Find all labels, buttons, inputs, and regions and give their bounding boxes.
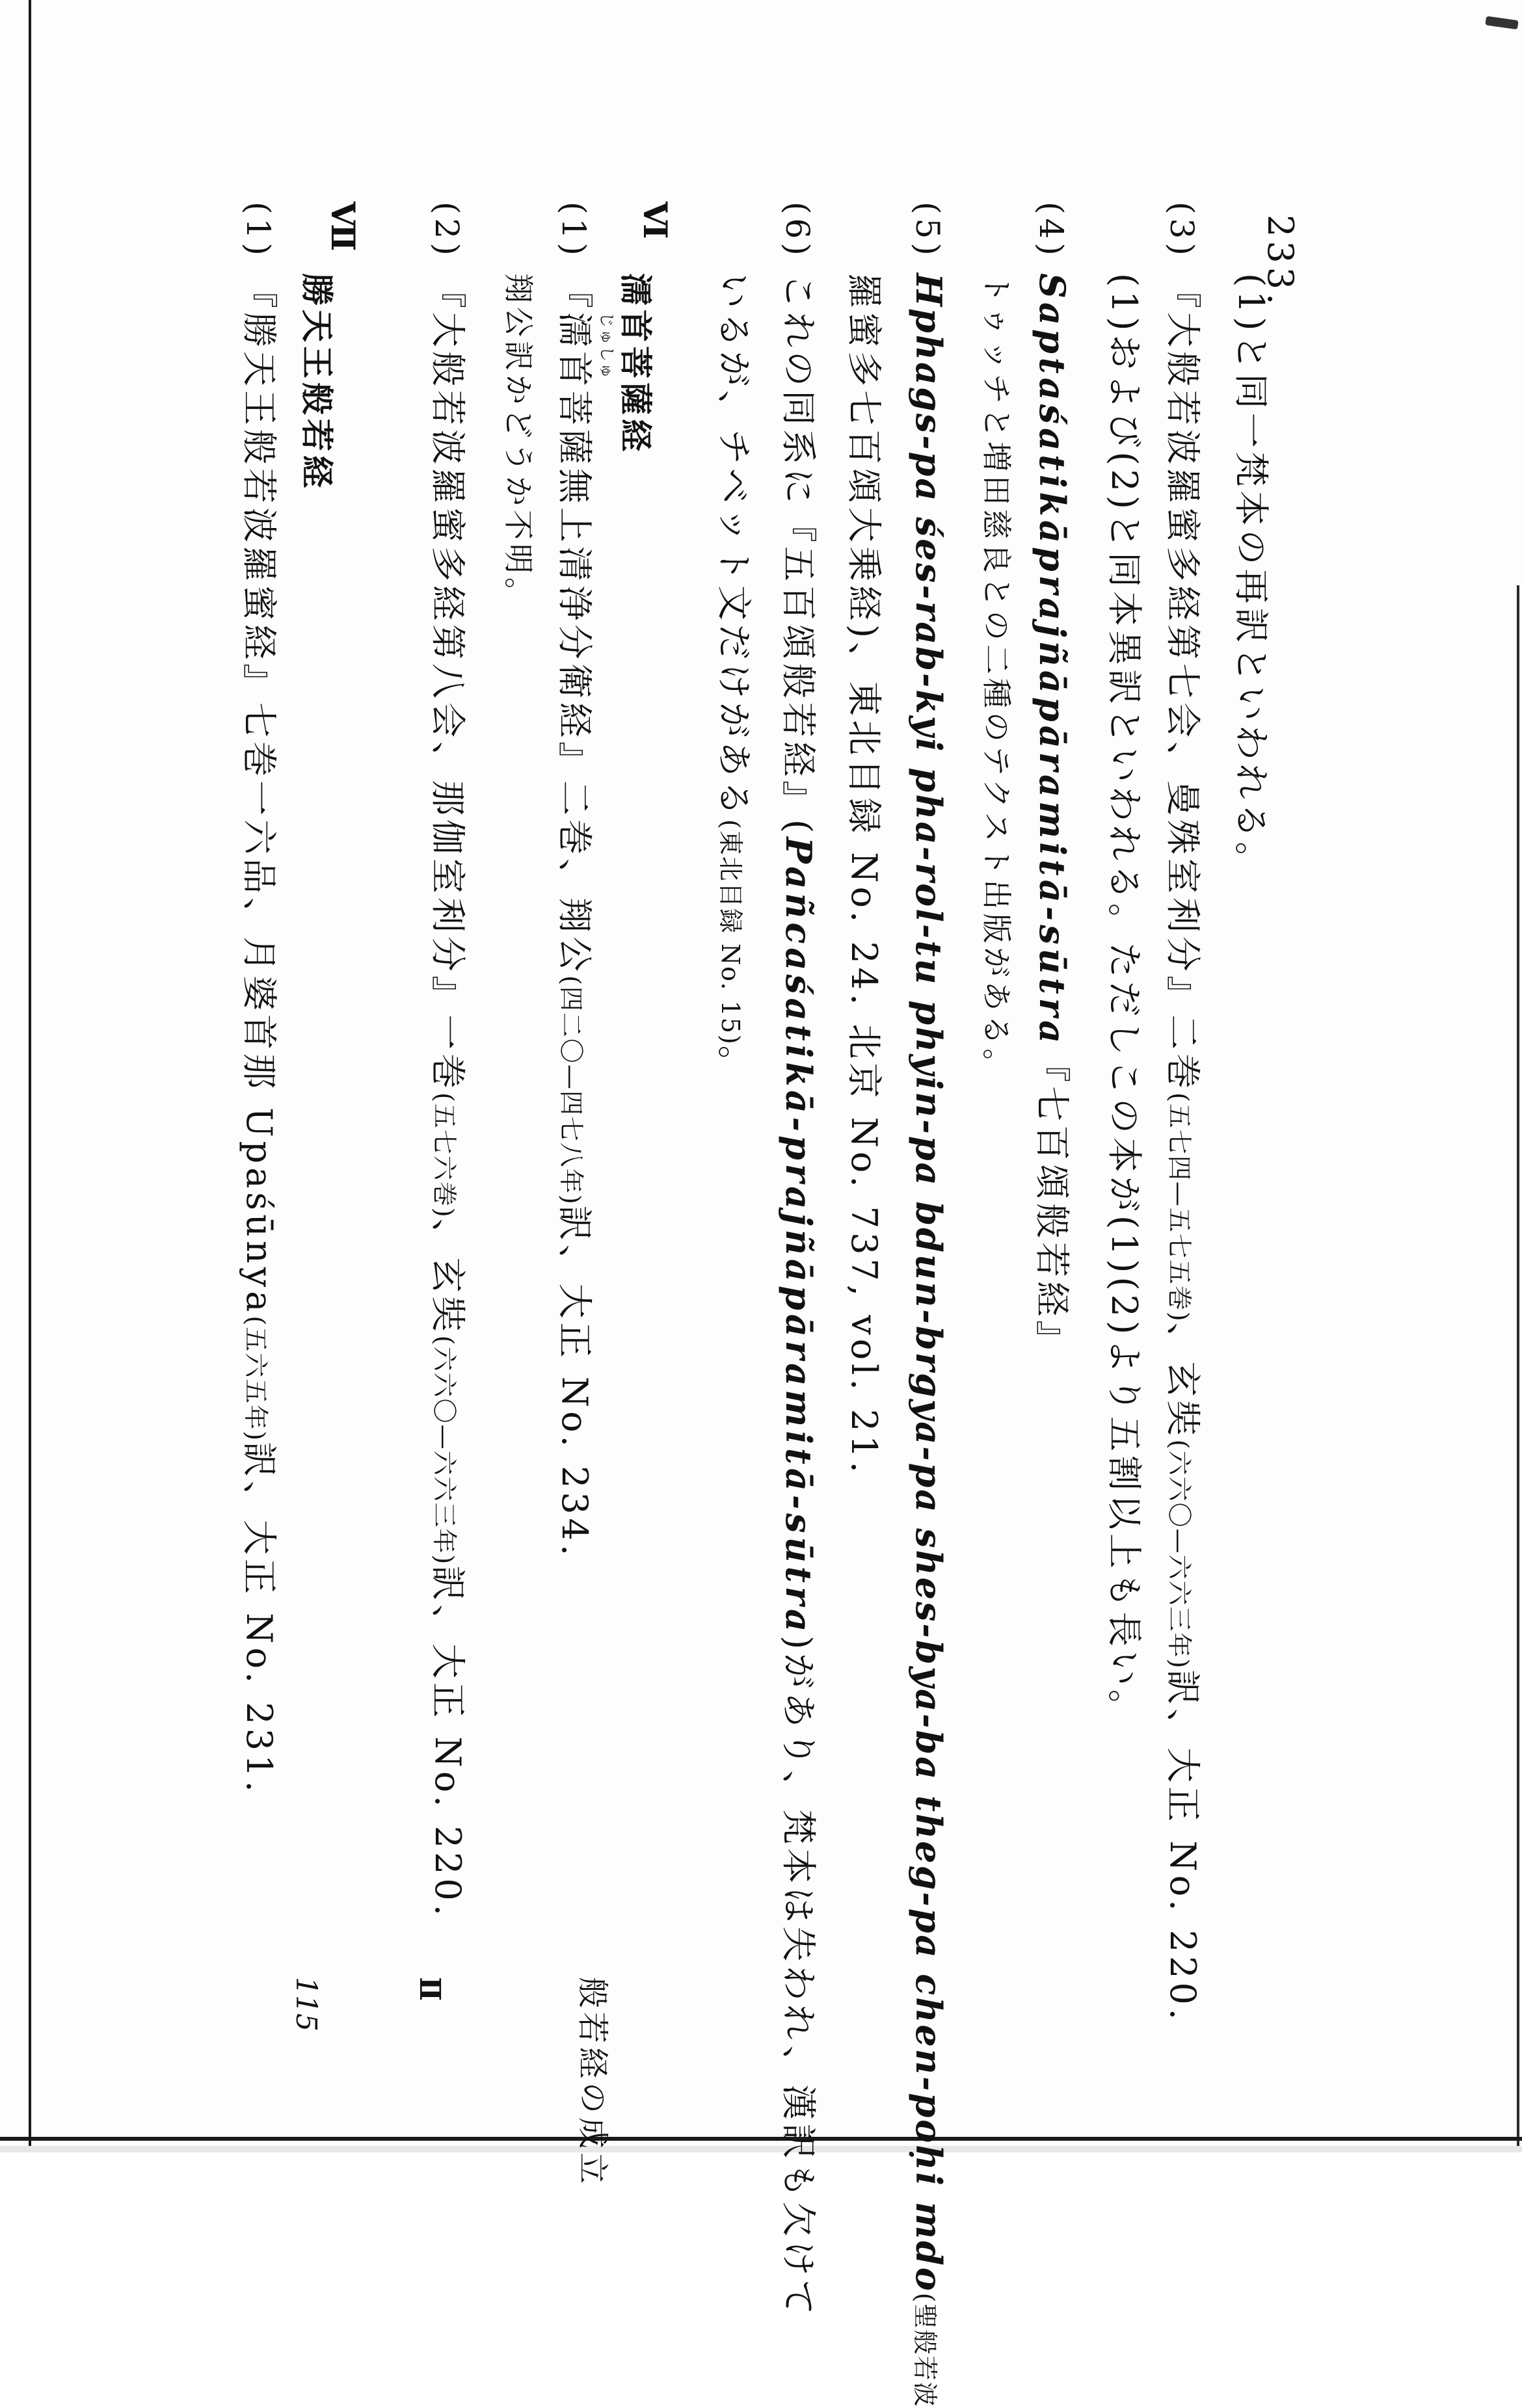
footer-title xyxy=(573,1977,618,2188)
footer-chapter xyxy=(412,1977,449,2001)
ruby-reading: じゅしゅ xyxy=(598,312,616,380)
page-ref: 233. xyxy=(1260,215,1301,309)
scan-edge-left xyxy=(29,0,31,2152)
entry-6: (6)これの同系に『五百頌般若経』(Pañcaśatikā-prajñāpāramitā-sūtra)があり、梵本は失われ、漢訳も欠けて xyxy=(778,202,820,2319)
scan-corner-mark xyxy=(1485,16,1518,30)
line-3: (1)および(2)と同本異訳といわれる。ただしこの本が(1)(2)より五割以上も長い。 xyxy=(1104,273,1145,1728)
section-6-heading: 濡首菩薩経 xyxy=(617,273,654,455)
entry-4: (4)Saptaśatikāprajñāpāramitā-sūtra『七百頌般若経』 xyxy=(1032,202,1073,1360)
line-5: トゥッチと増田慈良との二種のテクスト出版がある。 xyxy=(979,273,1014,1083)
scan-margin-bottom xyxy=(0,2146,1522,2152)
section-7-entry-1: (1)『勝天王般若波羅蜜経』七巻一六品、月婆首那 Upaśūnya(五六五年)訳、大正 No. 231. xyxy=(239,202,280,1796)
section-6-line-2: 翔公訳かどうか不明。 xyxy=(501,273,536,611)
section-7-heading: 勝天王般若経 xyxy=(298,273,336,492)
section-7-header xyxy=(326,202,361,255)
ruby-word: じゅしゅ 濡首 xyxy=(554,312,616,390)
chapter-title: 般若経の成立 xyxy=(574,1977,611,2188)
section-numeral: Ⅶ xyxy=(324,202,362,256)
section-6-entry-2: (2)『大般若波羅蜜多経第八会、那伽室利分』一巻(五七六巻)、玄奘(六六〇—六六三年)訳、大正 No. 220. xyxy=(427,202,468,1920)
scan-edge-bottom xyxy=(0,2137,1522,2141)
entry-5: (5)Hphags-pa śes-rab-kyi pha-rol-tu phyin-pa bdun-brgya-pa shes-bya-ba theg-pa chen-poḥi mdo(聖般若波 xyxy=(908,202,950,2408)
line-7: 羅蜜多七百頌大乗経)、東北目録 No. 24. 北京 No. 737, vol. 21. xyxy=(844,273,885,1477)
chapter-numeral: Ⅱ xyxy=(413,1977,446,2002)
entry-3: (3)『大般若波羅蜜多経第七会、曼殊室利分』二巻(五七四—五七五巻)、玄奘(六六〇—六六三年)訳、大正 No. 220. xyxy=(1162,202,1203,2024)
footer xyxy=(289,1977,325,2031)
line-1: (1)と同一梵本の再訳といわれる。 xyxy=(1231,273,1272,881)
section-numeral: Ⅵ xyxy=(636,202,674,243)
section-6-entry-1: (1)『 じゅしゅ 濡首菩薩無上清浄分衛経』二巻、翔公(四二〇—四七八年)訳、大正 No. 234. xyxy=(554,202,616,1560)
page-number: 115 xyxy=(289,1977,323,2031)
section-6-header xyxy=(638,202,673,243)
line-9: いるが、チベット文だけがある(東北目録 No. 15)。 xyxy=(714,273,754,1085)
scan-edge-right xyxy=(1517,585,1519,2152)
